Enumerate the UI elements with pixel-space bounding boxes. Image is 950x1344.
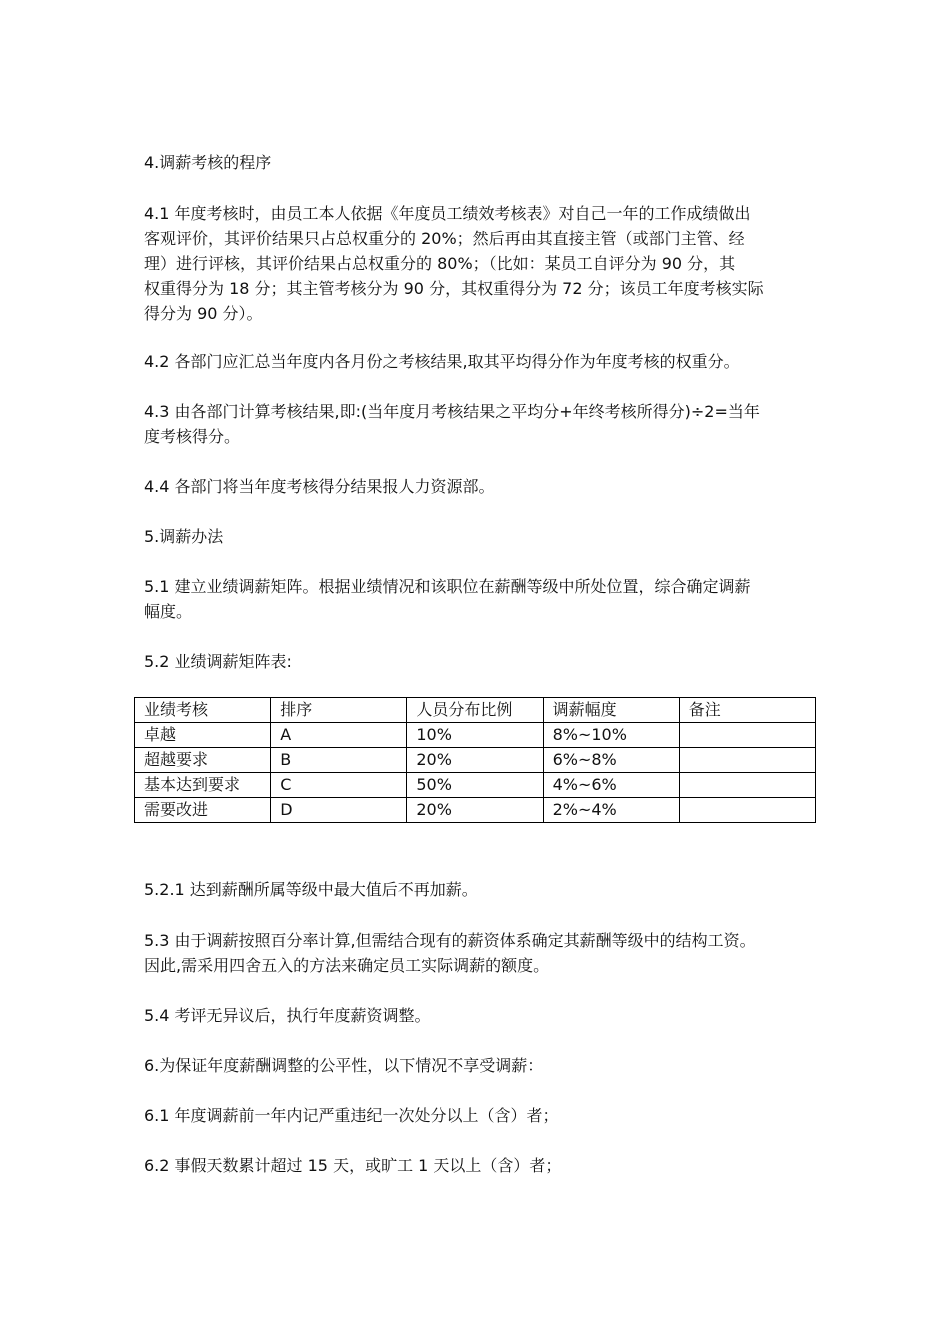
paragraph-4-2: 4.2 各部门应汇总当年度内各月份之考核结果,取其平均得分作为年度考核的权重分。 — [144, 352, 740, 371]
paragraph-4-1-line: 权重得分为 18 分；其主管考核分为 90 分，其权重得分为 72 分；该员工年度考核实际 — [144, 279, 764, 298]
table-cell: 需要改进 — [135, 798, 271, 823]
table-header-cell: 备注 — [679, 698, 815, 723]
table-cell — [679, 748, 815, 773]
paragraph-5-2: 5.2 业绩调薪矩阵表: — [144, 652, 292, 671]
table-cell — [679, 773, 815, 798]
paragraph-6-1: 6.1 年度调薪前一年内记严重违纪一次处分以上（含）者； — [144, 1106, 559, 1125]
table-header-row — [135, 698, 816, 723]
paragraph-4-1-line: 客观评价，其评价结果只占总权重分的 20%；然后再由其直接主管（或部门主管、经 — [144, 229, 745, 248]
table-cell — [679, 723, 815, 748]
table-cell: 2%~4% — [543, 798, 679, 823]
table-cell: 10% — [407, 723, 543, 748]
paragraph-5-1-line: 5.1 建立业绩调薪矩阵。根据业绩情况和该职位在薪酬等级中所处位置，综合确定调薪 — [144, 577, 751, 596]
paragraph-5-2-1: 5.2.1 达到薪酬所属等级中最大值后不再加薪。 — [144, 880, 478, 899]
paragraph-4-3 — [144, 399, 816, 449]
paragraph-4-3-line: 度考核得分。 — [144, 427, 241, 446]
paragraph-4-3-line: 4.3 由各部门计算考核结果,即:(当年度月考核结果之平均分+年终考核所得分)÷2=当年 — [144, 402, 760, 421]
paragraph-4-1-line: 4.1 年度考核时，由员工本人依据《年度员工绩效考核表》对自己一年的工作成绩做出 — [144, 204, 751, 223]
table-header-cell: 排序 — [271, 698, 407, 723]
table-cell: 基本达到要求 — [135, 773, 271, 798]
table-cell: 卓越 — [135, 723, 271, 748]
paragraph-5-1 — [144, 574, 816, 624]
paragraph-4-4: 4.4 各部门将当年度考核得分结果报人力资源部。 — [144, 477, 495, 496]
table-cell: A — [271, 723, 407, 748]
table-cell: 4%~6% — [543, 773, 679, 798]
paragraph-5-3 — [144, 928, 816, 978]
table-cell: D — [271, 798, 407, 823]
paragraph-4-1 — [144, 201, 816, 326]
table-cell: 20% — [407, 798, 543, 823]
table-cell: 超越要求 — [135, 748, 271, 773]
table-row — [135, 798, 816, 823]
table-cell: 8%~10% — [543, 723, 679, 748]
paragraph-5-3-line: 5.3 由于调薪按照百分率计算,但需结合现有的薪资体系确定其薪酬等级中的结构工资。 — [144, 931, 756, 950]
table-header-cell: 人员分布比例 — [407, 698, 543, 723]
table-header-cell: 业绩考核 — [135, 698, 271, 723]
table-row — [135, 723, 816, 748]
paragraph-4-1-line: 得分为 90 分）。 — [144, 304, 263, 323]
paragraph-5-1-line: 幅度。 — [144, 602, 193, 621]
paragraph-4-1-line: 理）进行评核，其评价结果占总权重分的 80%；（比如：某员工自评分为 90 分，其 — [144, 254, 736, 273]
section-5-heading: 5.调薪办法 — [144, 527, 224, 546]
table-header-cell: 调薪幅度 — [543, 698, 679, 723]
table-cell: B — [271, 748, 407, 773]
table-cell: C — [271, 773, 407, 798]
table-cell — [679, 798, 815, 823]
paragraph-5-3-line: 因此,需采用四舍五入的方法来确定员工实际调薪的额度。 — [144, 956, 550, 975]
paragraph-6-2: 6.2 事假天数累计超过 15 天，或旷工 1 天以上（含）者； — [144, 1156, 562, 1175]
table-row — [135, 773, 816, 798]
table-cell: 20% — [407, 748, 543, 773]
section-6-heading: 6.为保证年度薪酬调整的公平性，以下情况不享受调薪： — [144, 1056, 544, 1075]
section-4-heading: 4.调薪考核的程序 — [144, 153, 272, 172]
paragraph-5-4: 5.4 考评无异议后，执行年度薪资调整。 — [144, 1006, 431, 1025]
table-cell: 6%~8% — [543, 748, 679, 773]
performance-matrix-table — [134, 697, 816, 823]
table-cell: 50% — [407, 773, 543, 798]
table-row — [135, 748, 816, 773]
